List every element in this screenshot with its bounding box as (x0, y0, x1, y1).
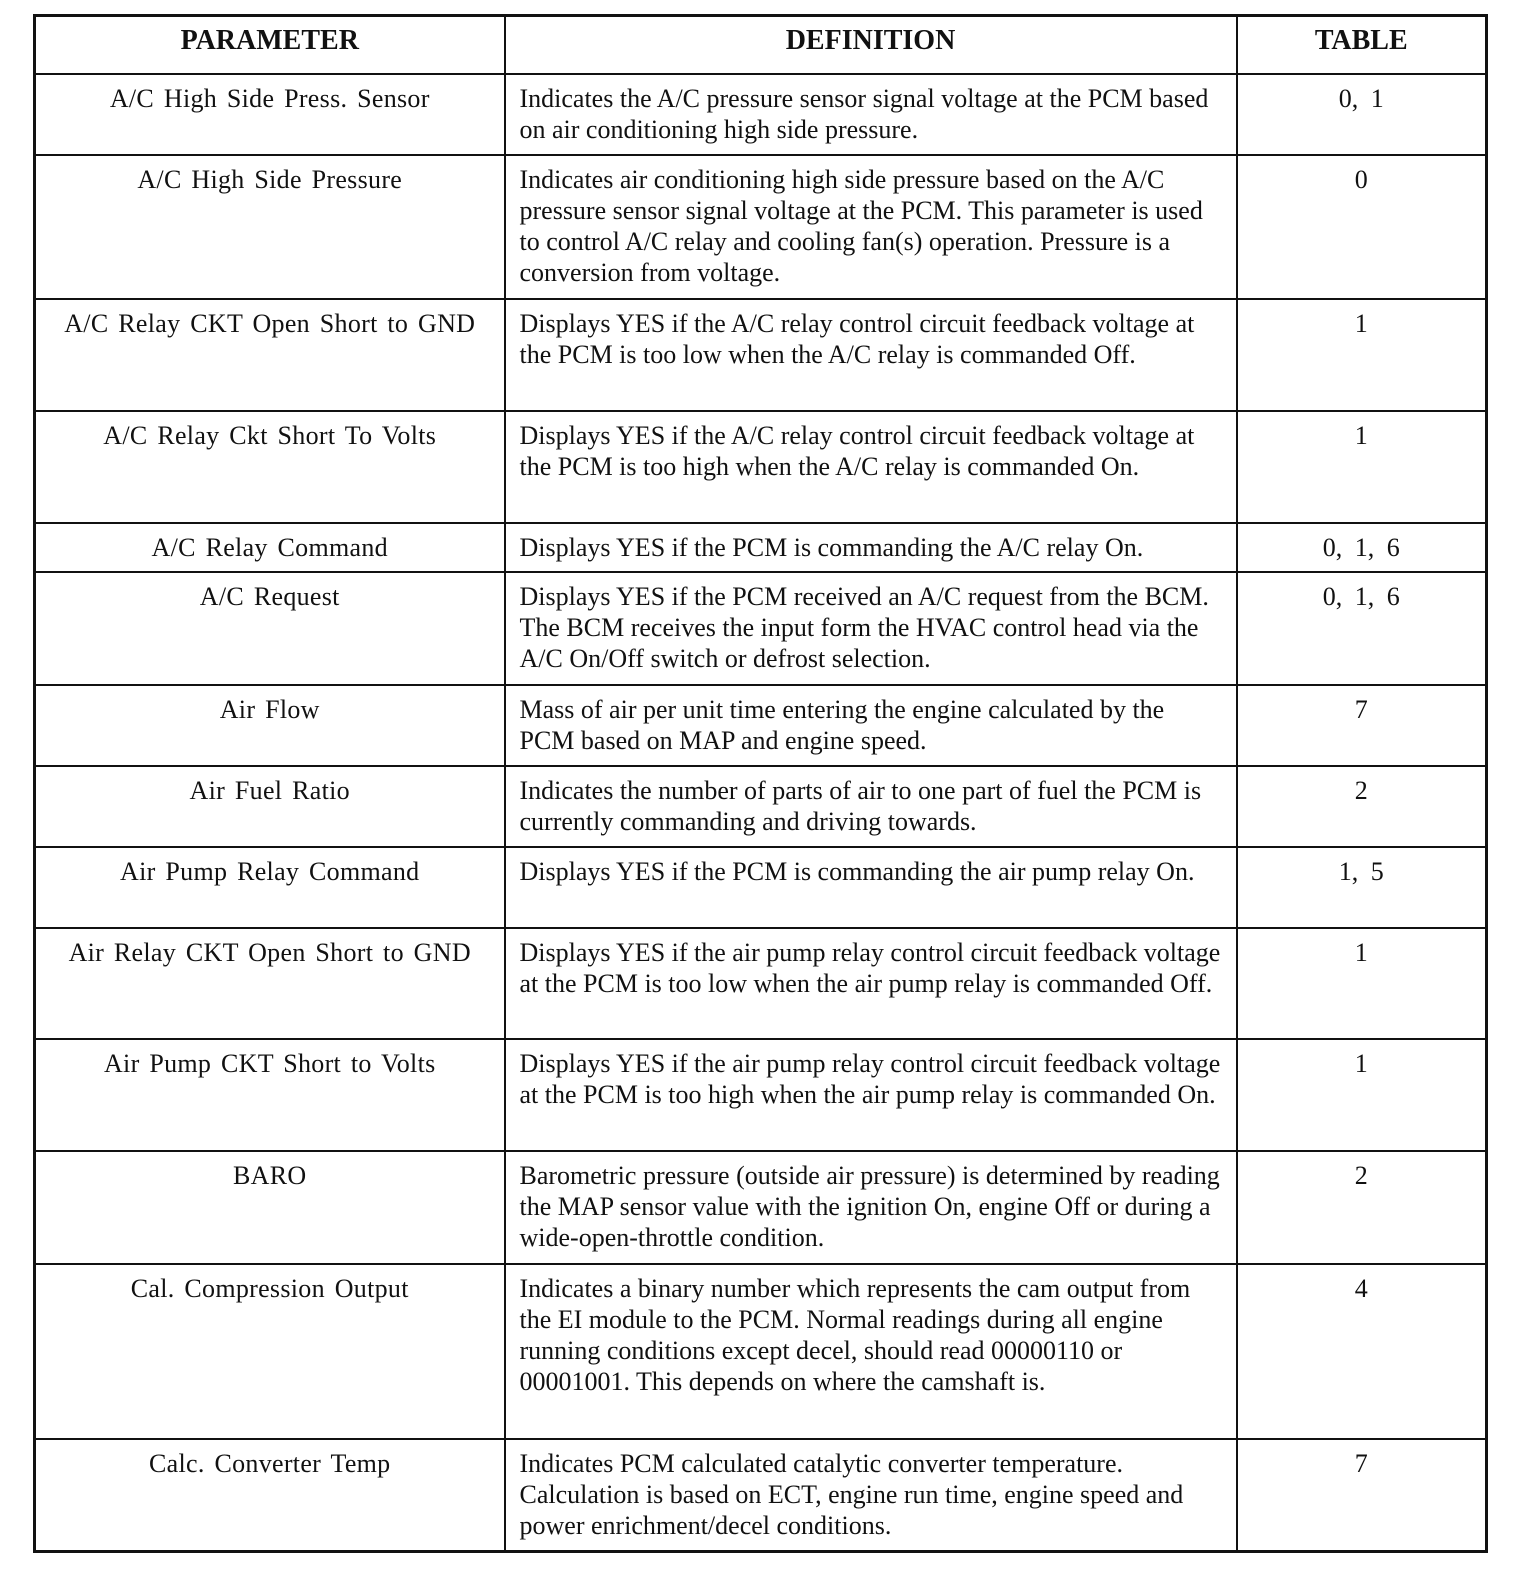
table-row (35, 928, 1487, 1039)
parameter-cell: A/C High Side Pressure (35, 155, 505, 299)
definition-cell: Displays YES if the PCM received an A/C request from the BCM. The BCM receives the input form the HVAC control head via the A/C On/Off switch or defrost selection. (505, 572, 1237, 685)
table-row (35, 685, 1487, 766)
table-ref-cell: 0, 1, 6 (1237, 523, 1487, 572)
definition-cell: Indicates the A/C pressure sensor signal voltage at the PCM based on air conditioning high side pressure. (505, 74, 1237, 155)
table-ref-cell: 1 (1237, 411, 1487, 523)
definition-cell: Displays YES if the air pump relay control circuit feedback voltage at the PCM is too low when the air pump relay is commanded Off. (505, 928, 1237, 1039)
header-definition: DEFINITION (505, 16, 1237, 75)
definition-cell: Mass of air per unit time entering the engine calculated by the PCM based on MAP and engine speed. (505, 685, 1237, 766)
parameter-cell: A/C Relay Ckt Short To Volts (35, 411, 505, 523)
table-ref-cell: 7 (1237, 685, 1487, 766)
parameter-cell: BARO (35, 1151, 505, 1264)
parameter-cell: Cal. Compression Output (35, 1264, 505, 1439)
definition-cell: Displays YES if the A/C relay control circuit feedback voltage at the PCM is too low when the A/C relay is commanded Off. (505, 299, 1237, 411)
definition-cell: Displays YES if the air pump relay control circuit feedback voltage at the PCM is too high when the air pump relay is commanded On. (505, 1039, 1237, 1151)
definition-cell: Indicates PCM calculated catalytic converter temperature. Calculation is based on ECT, engine run time, engine speed and power enrichment/decel conditions. (505, 1439, 1237, 1551)
parameter-cell: Air Pump Relay Command (35, 847, 505, 928)
table-ref-cell: 2 (1237, 766, 1487, 847)
table-row (35, 411, 1487, 523)
table-row (35, 523, 1487, 572)
table-row (35, 847, 1487, 928)
table-ref-cell: 0, 1 (1237, 74, 1487, 155)
definition-cell: Barometric pressure (outside air pressure) is determined by reading the MAP sensor value with the ignition On, engine Off or during a wide-open-throttle condition. (505, 1151, 1237, 1264)
parameter-definition-table (33, 14, 1488, 1553)
definition-cell: Displays YES if the A/C relay control circuit feedback voltage at the PCM is too high when the A/C relay is commanded On. (505, 411, 1237, 523)
parameter-cell: Air Pump CKT Short to Volts (35, 1039, 505, 1151)
parameter-cell: A/C Request (35, 572, 505, 685)
parameter-cell: A/C Relay CKT Open Short to GND (35, 299, 505, 411)
table-row (35, 74, 1487, 155)
parameter-cell: Calc. Converter Temp (35, 1439, 505, 1551)
table-row (35, 1264, 1487, 1439)
header-row (35, 16, 1487, 75)
table-ref-cell: 1 (1237, 928, 1487, 1039)
header-table: TABLE (1237, 16, 1487, 75)
parameter-cell: A/C Relay Command (35, 523, 505, 572)
table-row (35, 155, 1487, 299)
header-parameter: PARAMETER (35, 16, 505, 75)
definition-cell: Displays YES if the PCM is commanding the air pump relay On. (505, 847, 1237, 928)
table-ref-cell: 4 (1237, 1264, 1487, 1439)
table-row (35, 1151, 1487, 1264)
table-ref-cell: 1 (1237, 299, 1487, 411)
definition-cell: Indicates air conditioning high side pressure based on the A/C pressure sensor signal voltage at the PCM. This parameter is used to control A/C relay and cooling fan(s) operation. Pressure is a conversion from voltage. (505, 155, 1237, 299)
definition-cell: Indicates the number of parts of air to one part of fuel the PCM is currently commanding and driving towards. (505, 766, 1237, 847)
parameter-cell: A/C High Side Press. Sensor (35, 74, 505, 155)
table-row (35, 572, 1487, 685)
table-ref-cell: 1, 5 (1237, 847, 1487, 928)
table-ref-cell: 0, 1, 6 (1237, 572, 1487, 685)
table-row (35, 1439, 1487, 1551)
table-ref-cell: 7 (1237, 1439, 1487, 1551)
definition-cell: Displays YES if the PCM is commanding the A/C relay On. (505, 523, 1237, 572)
parameter-cell: Air Flow (35, 685, 505, 766)
table-row (35, 299, 1487, 411)
table-row (35, 1039, 1487, 1151)
table-ref-cell: 1 (1237, 1039, 1487, 1151)
parameter-cell: Air Fuel Ratio (35, 766, 505, 847)
parameter-cell: Air Relay CKT Open Short to GND (35, 928, 505, 1039)
definition-cell: Indicates a binary number which represents the cam output from the EI module to the PCM. Normal readings during all engine running conditions except decel, should read 00000110 or 00001001. This depends on where the camshaft is. (505, 1264, 1237, 1439)
table-ref-cell: 0 (1237, 155, 1487, 299)
table-ref-cell: 2 (1237, 1151, 1487, 1264)
table-row (35, 766, 1487, 847)
